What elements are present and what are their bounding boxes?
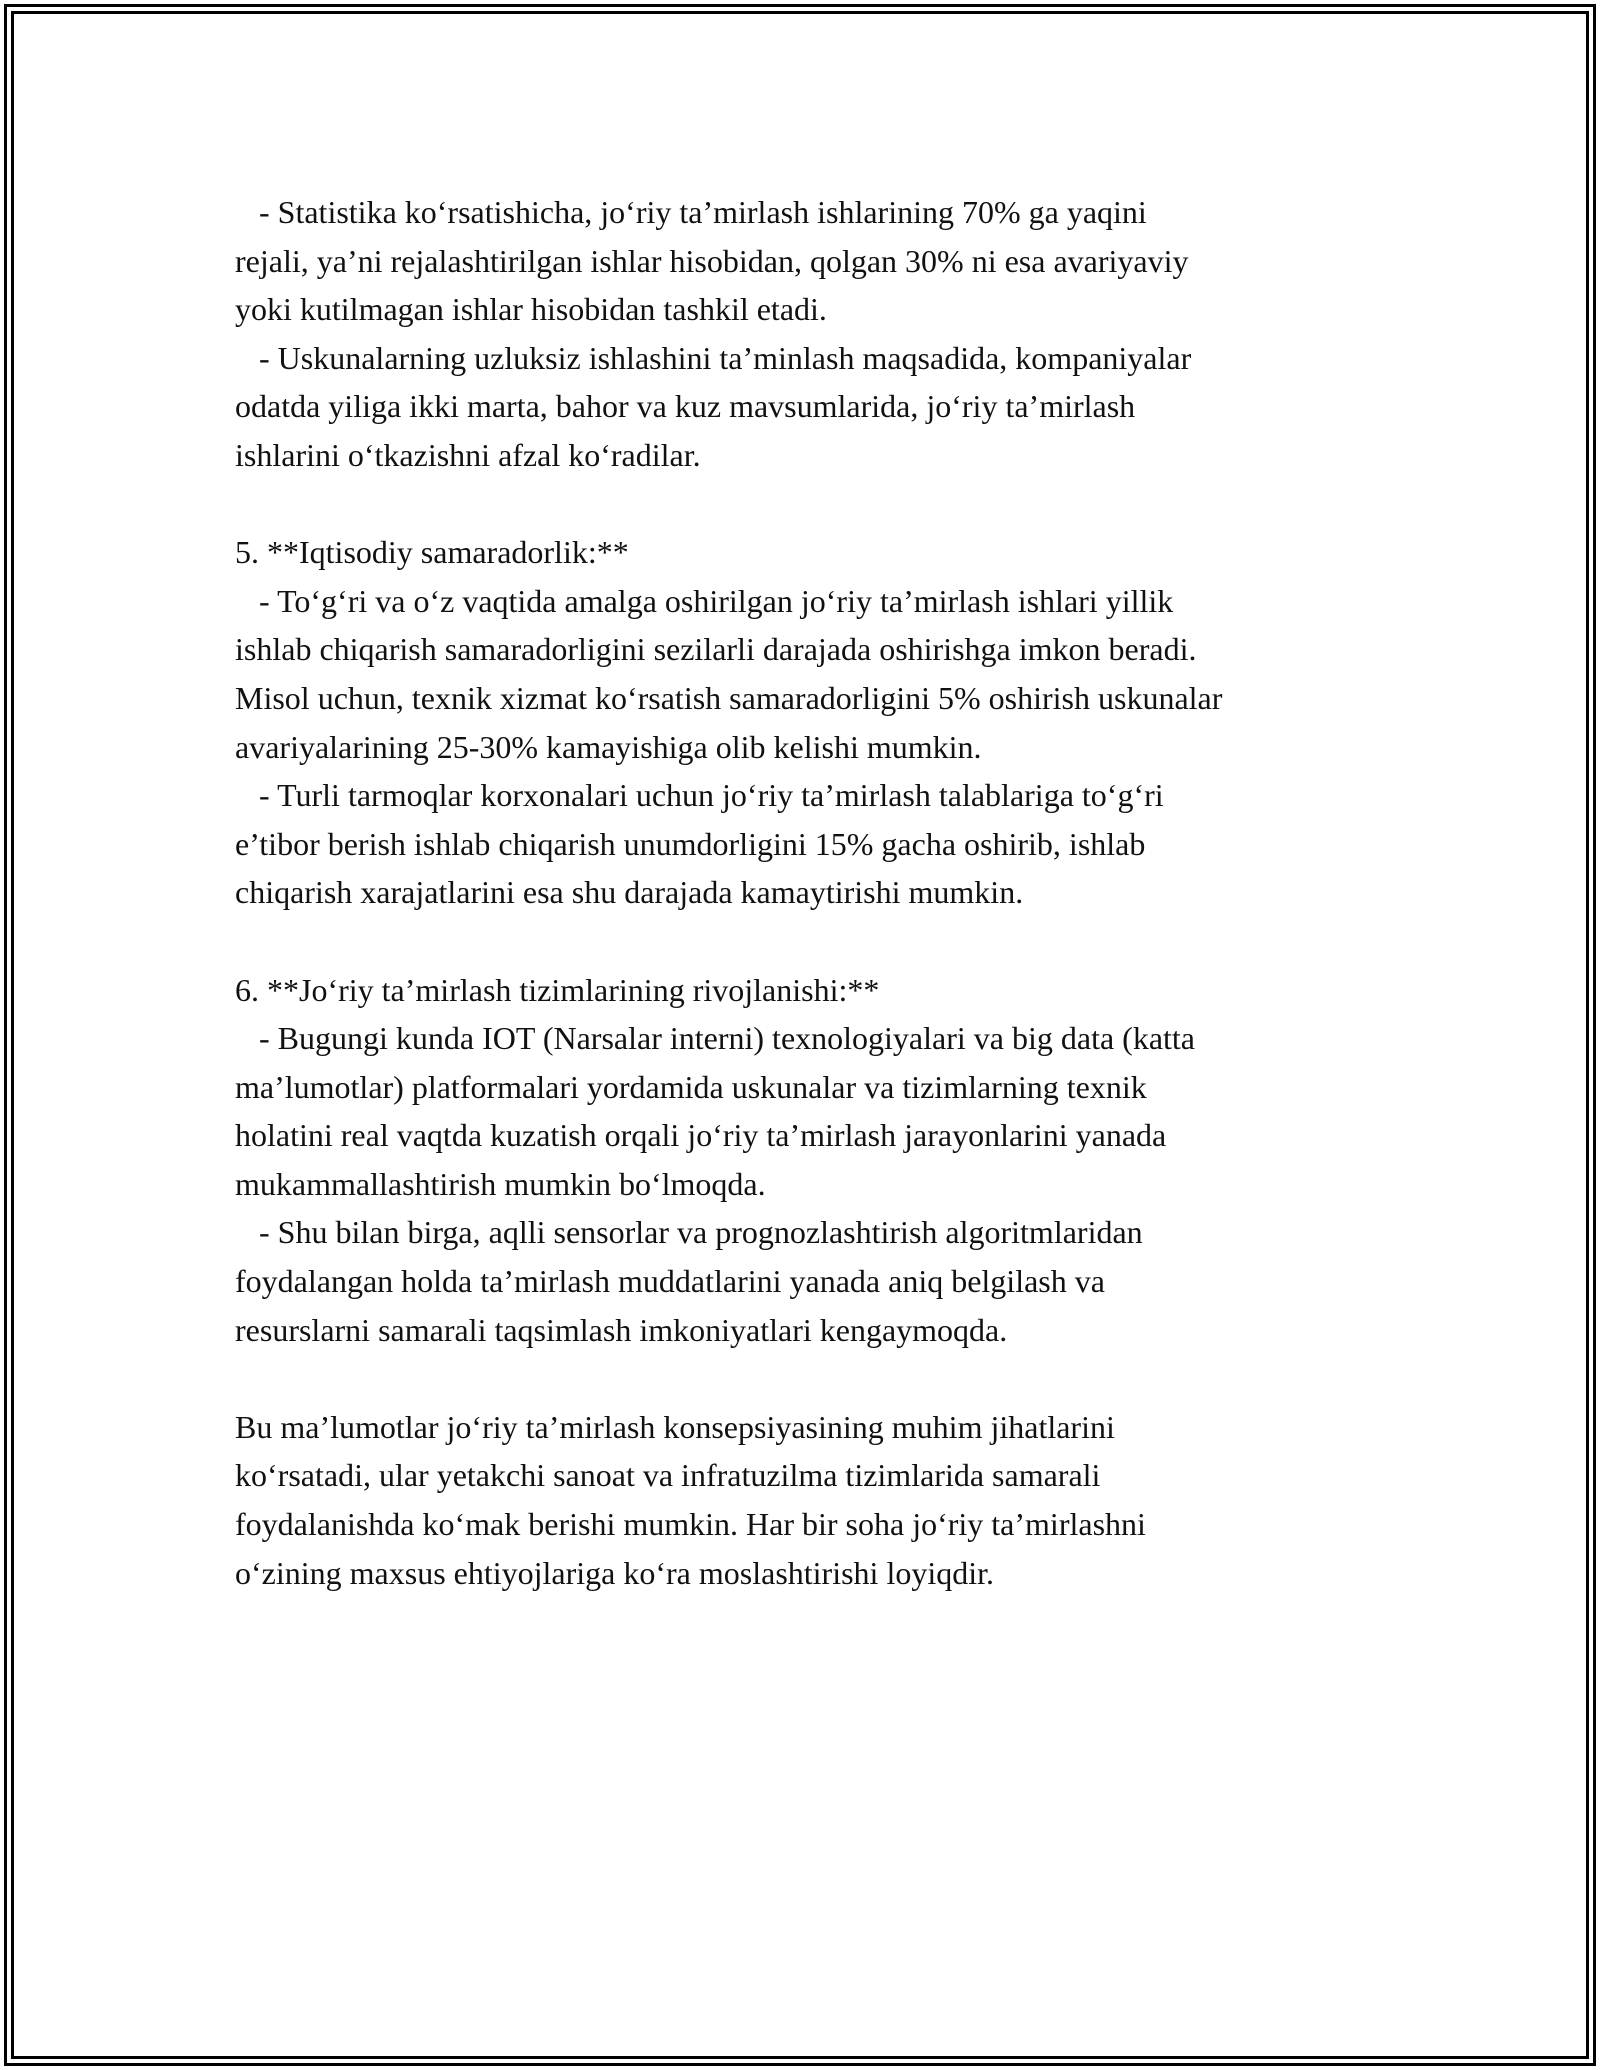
text-line: ma’lumotlar) platformalari yordamida uskunalar va tizimlarning texnik bbox=[235, 1068, 1147, 1105]
text-line: foydalanishda ko‘mak berishi mumkin. Har bir soha jo‘riy ta’mirlashni bbox=[235, 1506, 1146, 1543]
section-heading: 6. **Jo‘riy ta’mirlash tizimlarining rivojlanishi:** bbox=[235, 971, 880, 1008]
section-repair-systems-development bbox=[235, 966, 1435, 1355]
text-line: ishlab chiqarish samaradorligini sezilarli darajada oshirishga imkon beradi. bbox=[235, 631, 1197, 668]
paragraph-spacer bbox=[235, 917, 1435, 966]
text-line: ishlarini o‘tkazishni afzal ko‘radilar. bbox=[235, 436, 701, 473]
text-line: foydalangan holda ta’mirlash muddatlarini yanada aniq belgilash va bbox=[235, 1263, 1105, 1300]
text-line: yoki kutilmagan ishlar hisobidan tashkil etadi. bbox=[235, 291, 827, 328]
text-line: Misol uchun, texnik xizmat ko‘rsatish samaradorligini 5% oshirish uskunalar bbox=[235, 679, 1223, 716]
text-line: o‘zining maxsus ehtiyojlariga ko‘ra moslashtirishi loyiqdir. bbox=[235, 1554, 994, 1591]
text-line: e’tibor berish ishlab chiqarish unumdorligini 15% gacha oshirib, ishlab bbox=[235, 825, 1146, 862]
text-line: Bu ma’lumotlar jo‘riy ta’mirlash konsepsiyasining muhim jihatlarini bbox=[235, 1408, 1115, 1445]
paragraph-conclusion bbox=[235, 1403, 1435, 1597]
paragraph-spacer bbox=[235, 1354, 1435, 1403]
text-line: mukammallashtirish mumkin bo‘lmoqda. bbox=[235, 1165, 766, 1202]
paragraph-statistics bbox=[235, 188, 1435, 480]
document-body bbox=[235, 188, 1435, 1597]
section-heading: 5. **Iqtisodiy samaradorlik:** bbox=[235, 534, 629, 571]
text-line: ko‘rsatadi, ular yetakchi sanoat va infratuzilma tizimlarida samarali bbox=[235, 1457, 1101, 1494]
text-line: - Statistika ko‘rsatishicha, jo‘riy ta’mirlash ishlarining 70% ga yaqini bbox=[235, 194, 1147, 230]
text-line: chiqarish xarajatlarini esa shu darajada kamaytirishi mumkin. bbox=[235, 874, 1024, 911]
text-line: avariyalarining 25-30% kamayishiga olib kelishi mumkin. bbox=[235, 728, 982, 765]
paragraph-spacer bbox=[235, 480, 1435, 529]
text-line: - Shu bilan birga, aqlli sensorlar va prognozlashtirish algoritmlaridan bbox=[235, 1214, 1143, 1251]
text-line: - Bugungi kunda IOT (Narsalar interni) texnologiyalari va big data (katta bbox=[235, 1020, 1195, 1057]
text-line: - To‘g‘ri va o‘z vaqtida amalga oshirilgan jo‘riy ta’mirlash ishlari yillik bbox=[235, 582, 1174, 619]
text-line: resurslarni samarali taqsimlash imkoniyatlari kengaymoqda. bbox=[235, 1311, 1008, 1348]
text-line: holatini real vaqtda kuzatish orqali jo‘riy ta’mirlash jarayonlarini yanada bbox=[235, 1117, 1167, 1154]
text-line: - Turli tarmoqlar korxonalari uchun jo‘riy ta’mirlash talablariga to‘g‘ri bbox=[235, 777, 1164, 814]
section-economic-efficiency bbox=[235, 528, 1435, 917]
text-line: - Uskunalarning uzluksiz ishlashini ta’minlash maqsadida, kompaniyalar bbox=[235, 339, 1192, 376]
text-line: rejali, ya’ni rejalashtirilgan ishlar hisobidan, qolgan 30% ni esa avariyaviy bbox=[235, 242, 1189, 279]
text-line: odatda yiliga ikki marta, bahor va kuz mavsumlarida, jo‘riy ta’mirlash bbox=[235, 388, 1136, 425]
